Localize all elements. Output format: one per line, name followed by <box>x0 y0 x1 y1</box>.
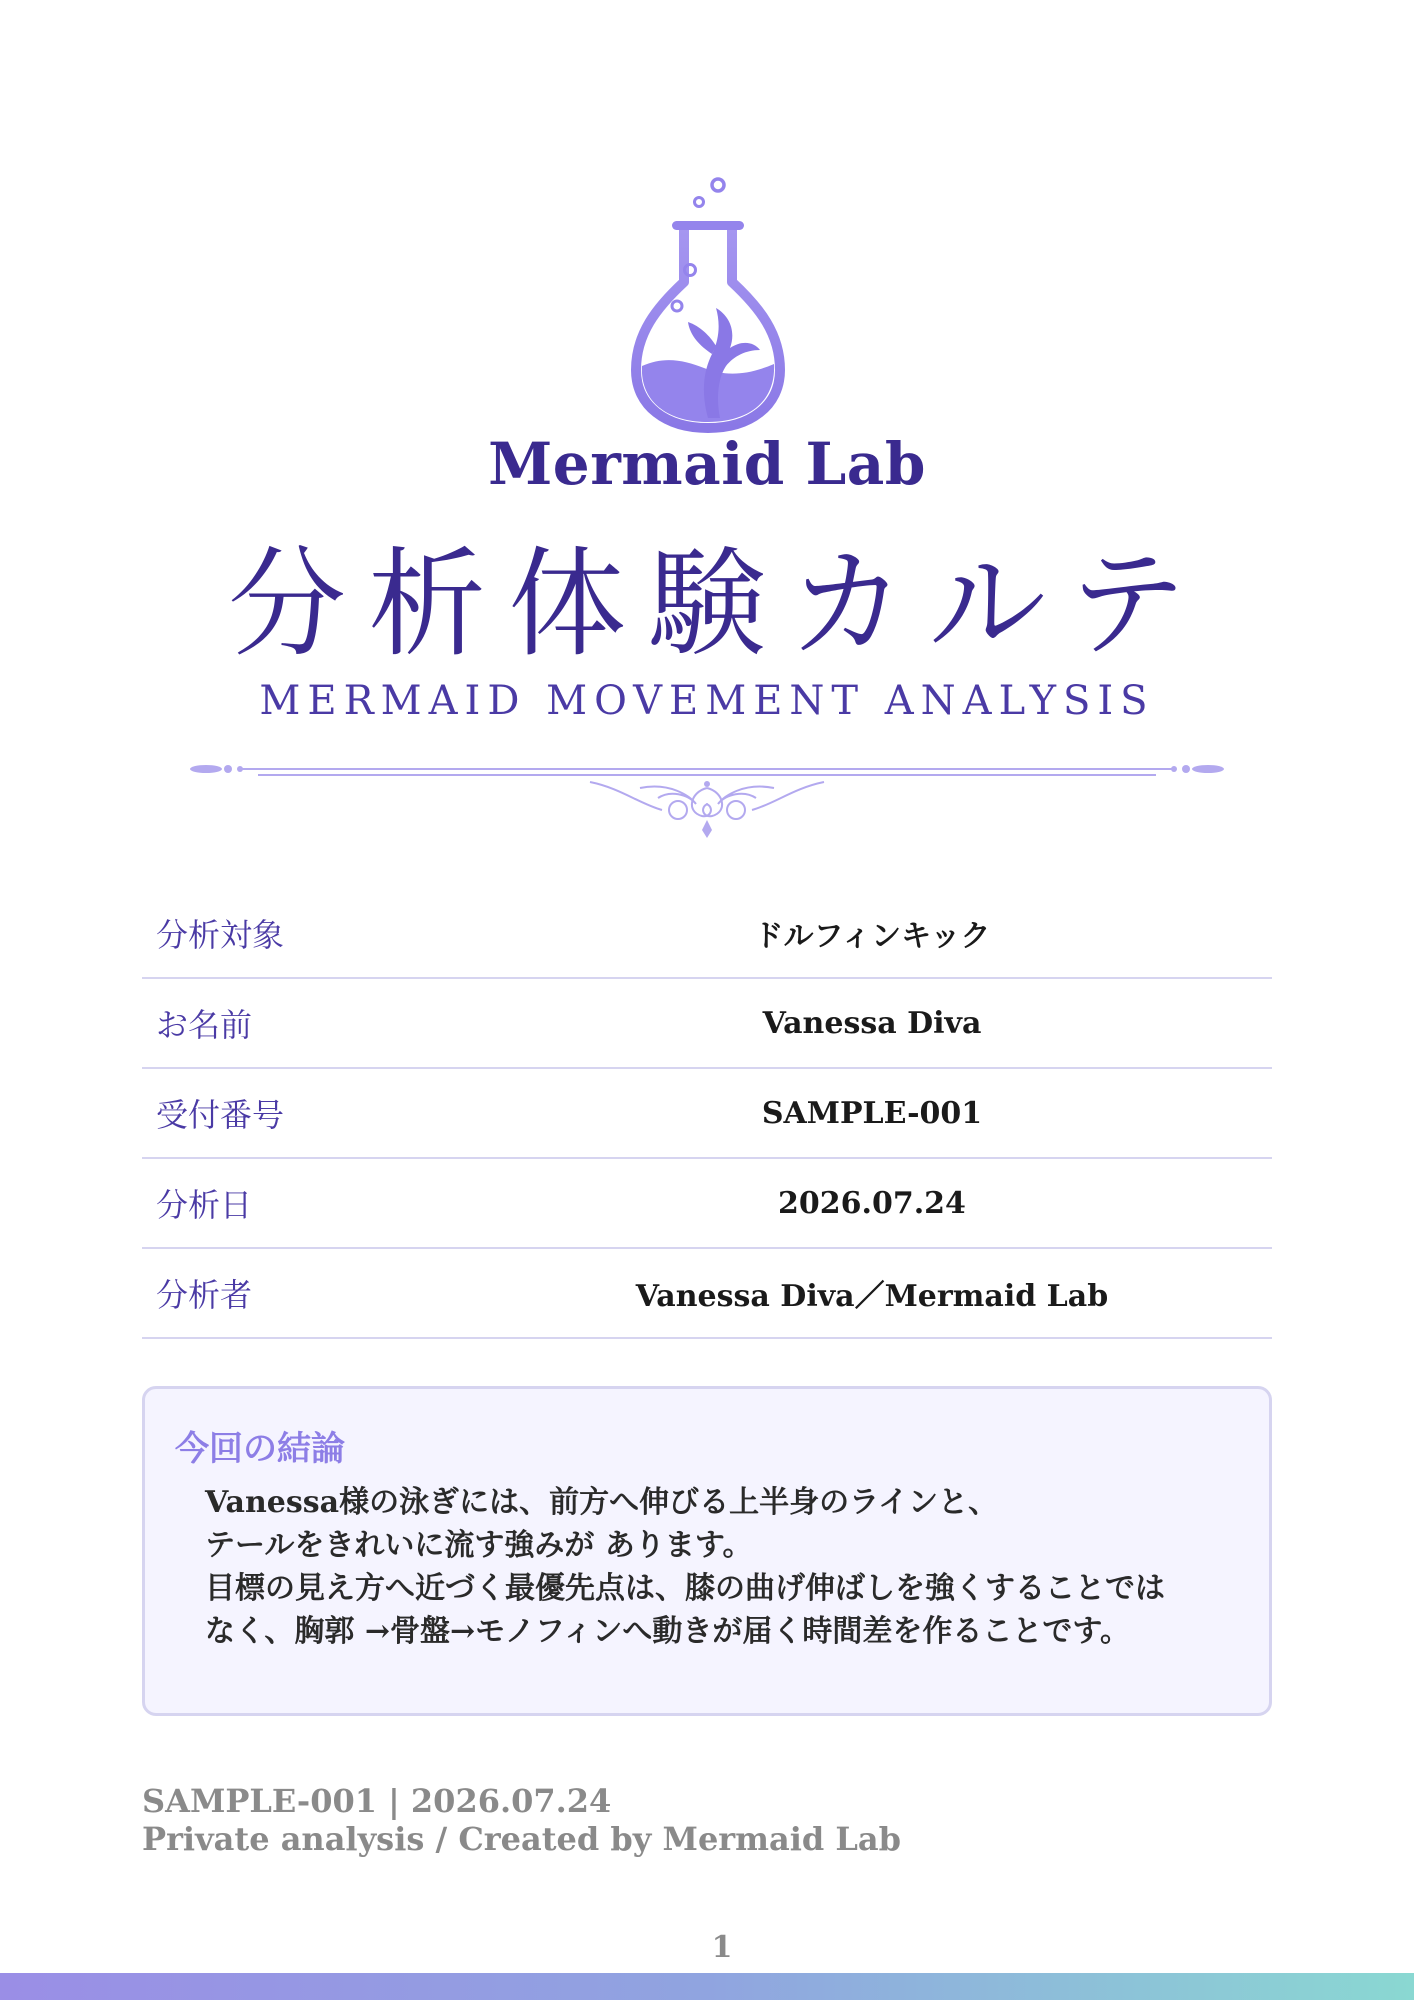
conclusion-line: テールをきれいに流す強みが あります。 <box>205 1528 753 1563</box>
footer-reference: SAMPLE-001 | 2026.07.24 <box>142 1782 612 1820</box>
conclusion-line: Vanessa様の泳ぎには、前方へ伸びる上半身のラインと、 <box>205 1485 999 1520</box>
info-label: お名前 <box>156 1006 253 1044</box>
brand-name: Mermaid Lab <box>488 430 926 498</box>
conclusion-line: 目標の見え方へ近づく最優先点は、膝の曲げ伸ばしを強くすることでは <box>205 1571 1165 1606</box>
info-label: 受付番号 <box>156 1096 285 1134</box>
bottom-gradient-bar <box>0 1973 1414 2000</box>
info-row-reception-number <box>142 1069 1272 1159</box>
info-value: Vanessa Diva <box>762 1005 982 1041</box>
info-value: Vanessa Diva／Mermaid Lab <box>635 1279 1109 1314</box>
info-row-name <box>142 979 1272 1069</box>
page-number: 1 <box>711 1930 733 1965</box>
info-table <box>142 889 1272 1339</box>
info-value: SAMPLE-001 <box>761 1095 983 1131</box>
conclusion-panel <box>142 1386 1272 1716</box>
conclusion-line: なく、胸郭 →骨盤→モノフィンへ動きが届く時間差を作ることです。 <box>205 1614 1131 1649</box>
page-title: 分析体験カルテ <box>227 535 1208 673</box>
footer <box>142 1782 901 1858</box>
page-subtitle: MERMAID MOVEMENT ANALYSIS <box>259 678 1155 724</box>
conclusion-body <box>205 1481 1245 1653</box>
mermaid-lab-logo-icon <box>620 170 794 434</box>
info-value: ドルフィンキック <box>753 919 991 954</box>
info-row-analyst <box>142 1249 1272 1339</box>
info-row-target <box>142 889 1272 979</box>
info-label: 分析対象 <box>156 916 285 954</box>
footer-credit: Private analysis / Created by Mermaid Lab <box>142 1820 902 1858</box>
info-row-analysis-date <box>142 1159 1272 1249</box>
conclusion-title: 今回の結論 <box>175 1429 345 1469</box>
info-label: 分析者 <box>156 1276 253 1314</box>
ornament-divider <box>190 758 1224 842</box>
info-value: 2026.07.24 <box>778 1185 966 1221</box>
info-label: 分析日 <box>156 1186 253 1224</box>
